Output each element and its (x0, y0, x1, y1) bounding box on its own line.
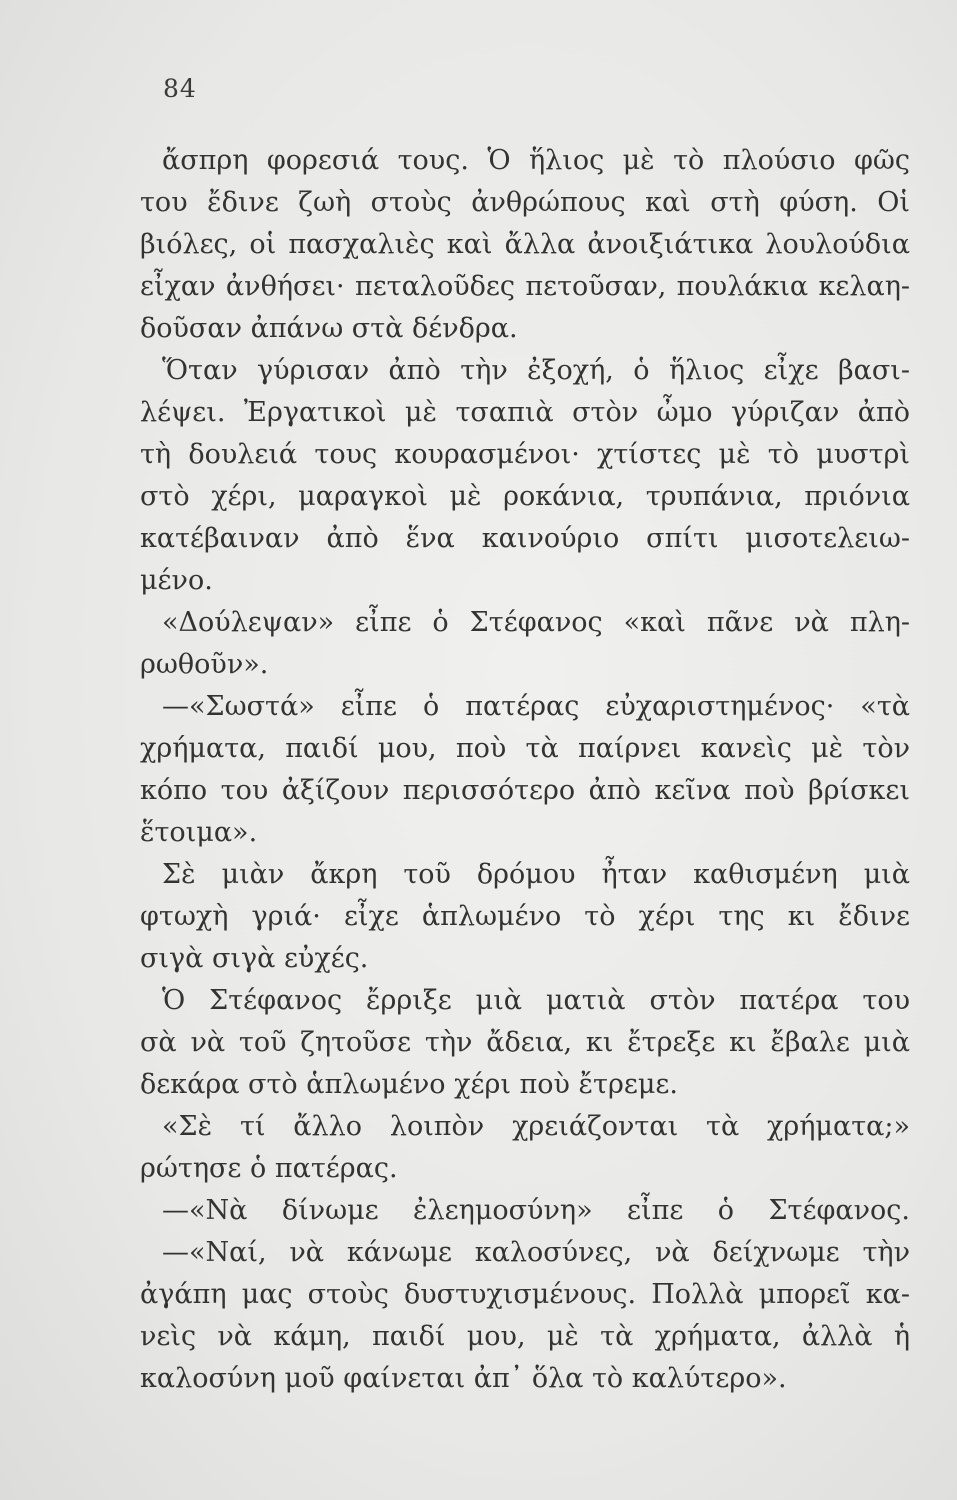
text-line: —«Ναί, νὰ κάνωμε καλοσύνες, νὰ δείχνωμε τὴν (162, 1237, 910, 1268)
text-line: ἄσπρη φορεσιά τους. Ὁ ἥλιος μὲ τὸ πλούσιο φῶς (162, 145, 910, 176)
text-line: του ἔδινε ζωὴ στοὺς ἀνθρώπους καὶ στὴ φύση. Οἱ (140, 187, 910, 218)
text-line: κατέβαιναν ἀπὸ ἕνα καινούριο σπίτι μισοτελειω- (140, 523, 910, 554)
text-line: ἕτοιμα». (140, 817, 258, 848)
text-line: δοῦσαν ἀπάνω στὰ δένδρα. (140, 313, 518, 344)
text-line: κόπο του ἀξίζουν περισσότερο ἀπὸ κεῖνα ποὺ βρίσκει (140, 775, 910, 806)
text-line: ρώτησε ὁ πατέρας. (140, 1153, 398, 1184)
text-line: φτωχὴ γριά· εἶχε ἁπλωμένο τὸ χέρι της κι ἔδινε (140, 901, 910, 932)
text-line: Ὁ Στέφανος ἔρριξε μιὰ ματιὰ στὸν πατέρα του (162, 985, 910, 1016)
text-line: Σὲ μιὰν ἄκρη τοῦ δρόμου ἦταν καθισμένη μιὰ (162, 859, 910, 890)
text-line: «Σὲ τί ἄλλο λοιπὸν χρειάζονται τὰ χρήματα;» (162, 1111, 910, 1142)
text-line: Ὅταν γύρισαν ἀπὸ τὴν ἐξοχή, ὁ ἥλιος εἶχε βασι- (162, 355, 910, 386)
text-line: καλοσύνη μοῦ φαίνεται ἀπ᾿ ὅλα τὸ καλύτερο». (140, 1363, 787, 1394)
text-line: —«Σωστά» εἶπε ὁ πατέρας εὐχαριστημένος· «τὰ (162, 691, 910, 722)
text-line: δεκάρα στὸ ἁπλωμένο χέρι ποὺ ἔτρεμε. (140, 1069, 678, 1100)
text-line: τὴ δουλειά τους κουρασμένοι· χτίστες μὲ τὸ μυστρὶ (140, 439, 910, 470)
text-line: «Δούλεψαν» εἶπε ὁ Στέφανος «καὶ πᾶνε νὰ πλη- (162, 607, 910, 638)
text-line: ρωθοῦν». (140, 649, 269, 680)
body-text (140, 140, 910, 1400)
text-line: βιόλες, οἱ πασχαλιὲς καὶ ἄλλα ἀνοιξιάτικα λουλούδια (140, 229, 910, 260)
text-line: χρήματα, παιδί μου, ποὺ τὰ παίρνει κανεὶς μὲ τὸν (140, 733, 910, 764)
text-line: σὰ νὰ τοῦ ζητοῦσε τὴν ἄδεια, κι ἔτρεξε κι ἔβαλε μιὰ (140, 1027, 910, 1058)
text-line: ἀγάπη μας στοὺς δυστυχισμένους. Πολλὰ μπορεῖ κα- (140, 1279, 910, 1310)
text-line: εἶχαν ἀνθήσει· πεταλοῦδες πετοῦσαν, πουλάκια κελαη- (140, 271, 910, 302)
text-line: νεὶς νὰ κάμη, παιδί μου, μὲ τὰ χρήματα, ἀλλὰ ἡ (140, 1321, 910, 1352)
text-line: σιγὰ σιγὰ εὐχές. (140, 943, 369, 974)
text-line: —«Νὰ δίνωμε ἐλεημοσύνη» εἶπε ὁ Στέφανος. (162, 1195, 910, 1226)
page-number: 84 (163, 74, 197, 103)
text-line: μένο. (140, 565, 213, 596)
text-line: λέψει. Ἐργατικοὶ μὲ τσαπιὰ στὸν ὦμο γύριζαν ἀπὸ (140, 397, 910, 428)
text-line: στὸ χέρι, μαραγκοὶ μὲ ροκάνια, τρυπάνια, πριόνια (140, 481, 910, 512)
